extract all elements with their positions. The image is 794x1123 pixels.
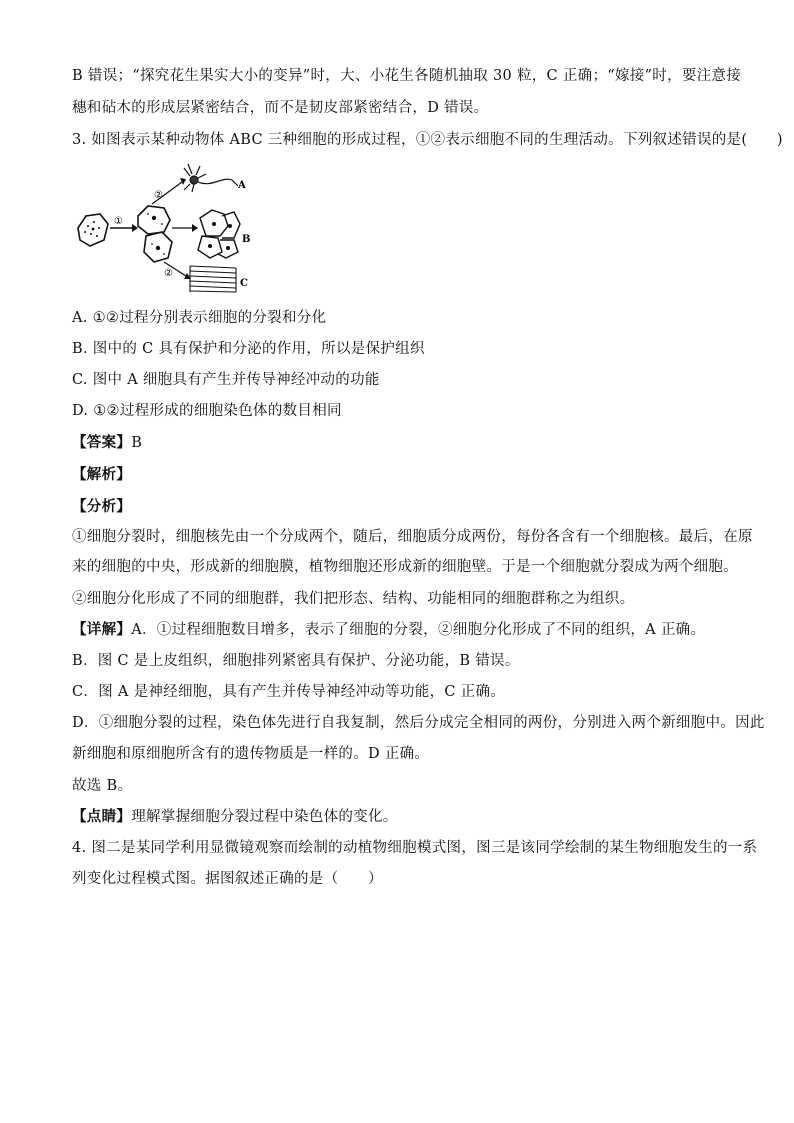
cell-formation-diagram xyxy=(72,158,252,298)
question-3-stem: 3. 如图表示某种动物体 ABC 三种细胞的形成过程，①②表示细胞不同的生理活动。下列叙述错误的是( ) xyxy=(72,132,783,148)
dianjing-label: 【点睛】 xyxy=(72,808,132,825)
detail-label: 【详解】 xyxy=(72,621,132,638)
fenxi-line-1: ①细胞分裂时，细胞核先由一个分成两个，随后，细胞质分成两份，每份各含有一个细胞核。最后，在原 xyxy=(72,529,753,545)
cell-a-label: A xyxy=(238,180,246,191)
fenxi-line-3: ②细胞分化形成了不同的细胞群，我们把形态、结构、功能相同的细胞群称之为组织。 xyxy=(72,591,635,607)
tissue-c xyxy=(190,266,236,292)
process-2-label-upper: ② xyxy=(154,190,163,201)
original-cell-dots xyxy=(84,221,100,237)
option-b: B. 图中的 C 具有保护和分泌的作用，所以是保护组织 xyxy=(72,341,425,357)
answer-label: 【答案】 xyxy=(72,434,132,451)
detail-line-d2: 新细胞和原细胞所含有的遗传物质是一样的。D 正确。 xyxy=(72,746,430,762)
conclusion: 故选 B。 xyxy=(72,778,133,794)
process-1-label: ① xyxy=(114,216,123,227)
cell-formation-figure xyxy=(72,158,252,298)
detail-a-text: A．①过程细胞数目增多，表示了细胞的分裂，②细胞分化形成了不同的组织，A 正确。 xyxy=(131,622,706,638)
detail-line-c: C．图 A 是神经细胞，具有产生并传导神经冲动等功能，C 正确。 xyxy=(72,684,506,700)
cell-c-label: C xyxy=(240,278,248,289)
option-c: C. 图中 A 细胞具有产生并传导神经冲动的功能 xyxy=(72,372,380,388)
fenxi-line-2: 来的细胞的中央，形成新的细胞膜，植物细胞还形成新的细胞壁。于是一个细胞就分裂成为两个细胞。 xyxy=(72,559,738,575)
dianjing-line xyxy=(72,807,732,827)
option-a: A. ①②过程分别表示细胞的分裂和分化 xyxy=(72,310,327,326)
process-2-label-lower: ② xyxy=(164,268,173,279)
detail-line-a xyxy=(72,620,732,640)
neuron-cell-a xyxy=(184,164,238,192)
fenxi-label: 【分析】 xyxy=(72,498,132,515)
option-d: D. ①②过程形成的细胞染色体的数目相同 xyxy=(72,403,342,419)
answer-value: B xyxy=(131,435,143,451)
detail-line-d1: D．①细胞分裂的过程，染色体先进行自我复制，然后分成完全相同的两份，分别进入两个新细胞中。因此 xyxy=(72,715,765,731)
cell-b-label: B xyxy=(242,234,251,245)
question-4-stem-line-2: 列变化过程模式图。据图叙述正确的是（ ） xyxy=(72,871,383,887)
intro-line-1: B 错误；“探究花生果实大小的变异”时，大、小花生各随机抽取 30 粒，C 正确；“嫁接”时，要注意接 xyxy=(72,68,742,84)
analysis-label: 【解析】 xyxy=(72,466,132,483)
detail-line-b: B．图 C 是上皮组织，细胞排列紧密具有保护、分泌功能，B 错误。 xyxy=(72,653,520,669)
intro-line-2: 穗和砧木的形成层紧密结合，而不是韧皮部紧密结合，D 错误。 xyxy=(72,100,489,116)
question-4-stem-line-1: 4. 图二是某同学利用显微镜观察而绘制的动植物细胞模式图，图三是该同学绘制的某生物细胞发生的一系 xyxy=(72,840,758,856)
dianjing-text: 理解掌握细胞分裂过程中染色体的变化。 xyxy=(131,809,398,825)
cell-cluster-b xyxy=(198,210,240,258)
answer-line xyxy=(72,433,732,453)
